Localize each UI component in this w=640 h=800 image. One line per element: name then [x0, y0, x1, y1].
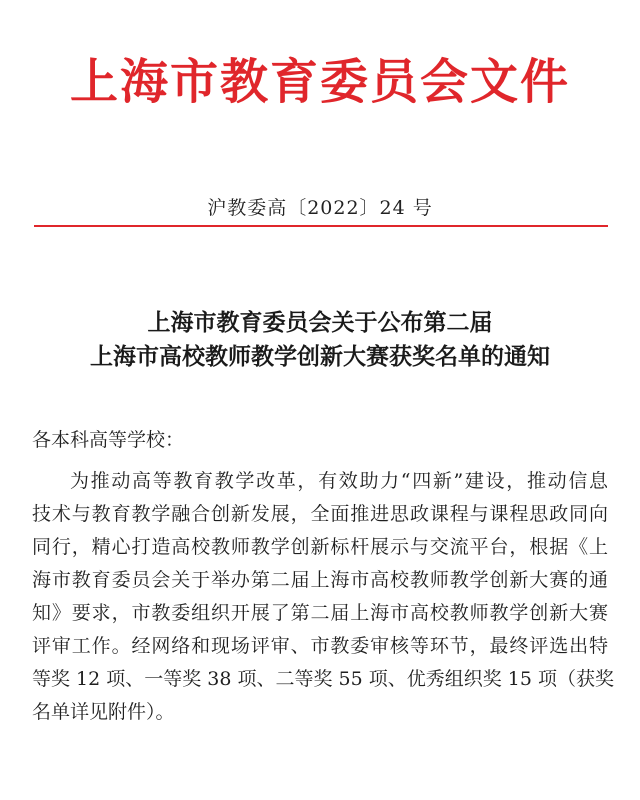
salutation: 各本科高等学校： — [32, 429, 185, 451]
body-paragraph — [32, 465, 615, 729]
body-line: 等奖 12 项、一等奖 38 项、二等奖 55 项、优秀组织奖 15 项（获奖 — [32, 668, 615, 690]
body-line: 评审工作。经网络和现场评审、市教委审核等环节，最终评选出特 — [32, 635, 608, 657]
notice-title-line-2: 上海市高校教师教学创新大赛获奖名单的通知 — [90, 343, 550, 370]
notice-title-line-1: 上海市教育委员会关于公布第二届 — [147, 309, 493, 336]
red-divider-line — [34, 225, 608, 227]
body-line: 知》要求，市教委组织开展了第二届上海市高校教师教学创新大赛 — [32, 602, 608, 624]
notice-title — [0, 306, 640, 374]
body-line: 名单详见附件）。 — [32, 701, 175, 723]
body-line: 技术与教育教学融合创新发展，全面推进思政课程与课程思政同向 — [32, 503, 608, 525]
body-line: 同行，精心打造高校教师教学创新标杆展示与交流平台，根据《上 — [32, 536, 608, 558]
issuer-header-title: 上海市教育委员会文件 — [69, 54, 570, 110]
document-number: 沪教委高〔2022〕24 号 — [207, 197, 433, 219]
body-line: 海市教育委员会关于举办第二届上海市高校教师教学创新大赛的通 — [32, 569, 608, 591]
body-line: 为推动高等教育教学改革，有效助力“四新”建设，推动信息 — [70, 470, 608, 492]
